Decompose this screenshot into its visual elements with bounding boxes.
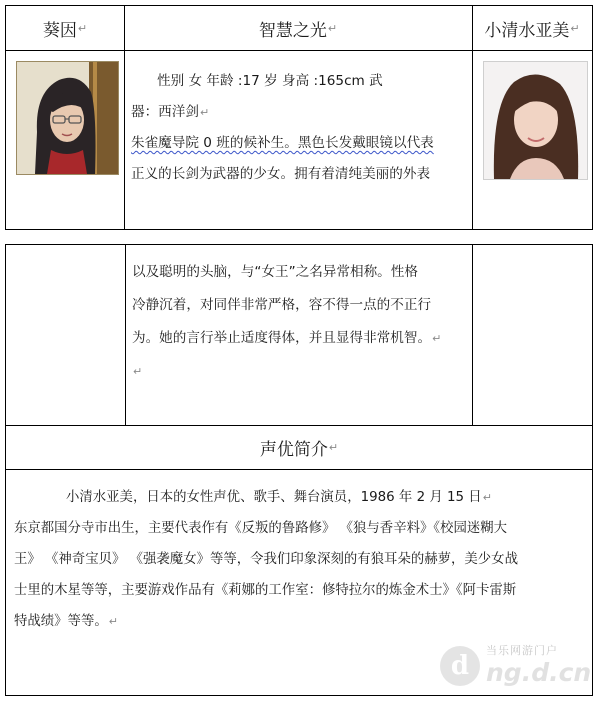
section-heading <box>6 425 592 470</box>
bio-line: 以及聪明的头脑，与“女王”之名异常相称。性格 <box>132 264 418 280</box>
intro-line: 东京都国分寺市出生，主要代表作有《反叛的鲁路修》 《狼与香辛料》《校园迷糊大 <box>14 521 508 536</box>
site-watermark <box>440 638 592 696</box>
bio-line: 正义的长剑为武器的少女。拥有着清纯美丽的外表 <box>131 166 431 182</box>
section-title: 声优简介 <box>259 440 328 460</box>
header-cell-character <box>6 6 124 51</box>
return-mark-icon: ↵ <box>570 21 580 35</box>
return-mark-icon: ↵ <box>482 491 492 504</box>
column-divider <box>125 245 126 425</box>
return-mark-icon: ↵ <box>432 332 442 345</box>
character-bio <box>131 66 477 190</box>
bio-line: 器：西洋剑↵ <box>131 104 210 120</box>
bio-line <box>132 355 477 388</box>
watermark-domain: ng.d.cn <box>486 658 592 687</box>
dangle-logo-icon: d <box>440 646 480 686</box>
character-name: 葵因 <box>42 20 77 41</box>
return-mark-icon: ↵ <box>199 106 210 119</box>
intro-line: 特战绩》等等。↵ <box>14 614 118 629</box>
bio-line: 性别 女 年龄 :17 岁 身高 :165cm 武 <box>157 73 383 89</box>
bio-line-text: 朱雀魔导院 0 班的候补生。黑色长发戴眼镜以代表 <box>131 135 434 151</box>
character-title: 智慧之光 <box>258 20 327 41</box>
continuation-table <box>5 244 593 696</box>
bio-line: 冷静沉着，对同伴非常严格，容不得一点的不正行 <box>132 297 432 313</box>
character-bio-continued <box>132 256 477 388</box>
character-table <box>5 5 593 230</box>
bio-line: 为。她的言行举止适度得体，并且显得非常机智。↵ <box>132 330 442 346</box>
voice-actor-photo <box>483 61 588 180</box>
intro-line: 王》 《神奇宝贝》 《强袭魔女》等等，令我们印象深刻的有狼耳朵的赫萝，美少女战 <box>14 552 518 567</box>
watermark-cn-text: 当乐网游门户 <box>486 644 558 657</box>
header-cell-voice-actor <box>472 6 592 51</box>
return-mark-icon: ↵ <box>133 365 143 378</box>
column-divider <box>124 6 125 229</box>
intro-line: 士里的木星等等，主要游戏作品有《莉娜的工作室：修特拉尔的炼金术士》《阿卡雷斯 <box>14 583 517 598</box>
intro-line: 小清水亚美，日本的女性声优、歌手、舞台演员，1986 年 2 月 15 日↵ <box>66 490 492 505</box>
return-mark-icon: ↵ <box>108 615 118 628</box>
header-cell-title <box>124 6 472 51</box>
return-mark-icon: ↵ <box>328 441 339 454</box>
voice-actor-name: 小清水亚美 <box>484 20 570 41</box>
character-portrait-art <box>17 62 118 174</box>
voice-actor-intro <box>14 482 586 637</box>
character-portrait <box>16 61 119 175</box>
return-mark-icon: ↵ <box>77 21 88 35</box>
return-mark-icon: ↵ <box>327 21 338 35</box>
voice-actor-photo-art <box>484 62 587 179</box>
bio-line <box>131 128 477 159</box>
